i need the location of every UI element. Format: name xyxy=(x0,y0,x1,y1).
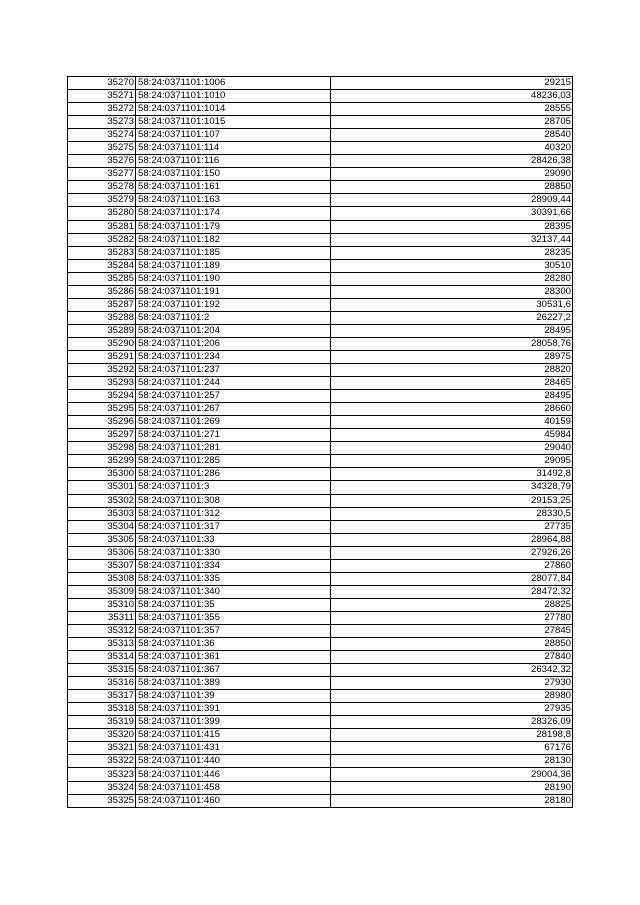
value-cell: 29095 xyxy=(331,455,573,468)
table-row xyxy=(68,233,573,246)
table-row xyxy=(68,638,573,651)
cadastral-number-cell: 58:24:0371101:35 xyxy=(136,598,331,611)
value-cell: 28850 xyxy=(331,181,573,194)
row-number-cell: 35274 xyxy=(68,129,136,142)
table-row xyxy=(68,142,573,155)
table-row xyxy=(68,103,573,116)
value-cell: 28555 xyxy=(331,103,573,116)
value-cell: 27930 xyxy=(331,677,573,690)
row-number-cell: 35316 xyxy=(68,677,136,690)
table-row xyxy=(68,390,573,403)
cadastral-number-cell: 58:24:0371101:114 xyxy=(136,142,331,155)
row-number-cell: 35303 xyxy=(68,507,136,520)
value-cell: 28330,5 xyxy=(331,507,573,520)
value-cell: 28472,32 xyxy=(331,585,573,598)
row-number-cell: 35312 xyxy=(68,624,136,637)
value-cell: 48236,03 xyxy=(331,90,573,103)
value-cell: 28495 xyxy=(331,324,573,337)
row-number-cell: 35305 xyxy=(68,533,136,546)
table-row xyxy=(68,572,573,585)
row-number-cell: 35325 xyxy=(68,794,136,807)
row-number-cell: 35276 xyxy=(68,155,136,168)
table-row xyxy=(68,755,573,768)
table-row xyxy=(68,364,573,377)
table-row xyxy=(68,429,573,442)
value-cell: 45984 xyxy=(331,429,573,442)
value-cell: 28130 xyxy=(331,755,573,768)
cadastral-number-cell: 58:24:0371101:174 xyxy=(136,207,331,220)
value-cell: 27840 xyxy=(331,651,573,664)
table-row xyxy=(68,520,573,533)
row-number-cell: 35281 xyxy=(68,220,136,233)
row-number-cell: 35285 xyxy=(68,272,136,285)
row-number-cell: 35311 xyxy=(68,611,136,624)
row-number-cell: 35319 xyxy=(68,716,136,729)
cadastral-number-cell: 58:24:0371101:357 xyxy=(136,624,331,637)
cadastral-number-cell: 58:24:0371101:440 xyxy=(136,755,331,768)
cadastral-number-cell: 58:24:0371101:163 xyxy=(136,194,331,207)
row-number-cell: 35284 xyxy=(68,259,136,272)
value-cell: 28077,84 xyxy=(331,572,573,585)
value-cell: 27926,26 xyxy=(331,546,573,559)
value-cell: 27860 xyxy=(331,559,573,572)
cadastral-number-cell: 58:24:0371101:267 xyxy=(136,403,331,416)
table-row xyxy=(68,259,573,272)
row-number-cell: 35295 xyxy=(68,403,136,416)
value-cell: 28190 xyxy=(331,781,573,794)
cadastral-number-cell: 58:24:0371101:399 xyxy=(136,716,331,729)
cadastral-number-cell: 58:24:0371101:190 xyxy=(136,272,331,285)
cadastral-number-cell: 58:24:0371101:460 xyxy=(136,794,331,807)
cadastral-number-cell: 58:24:0371101:107 xyxy=(136,129,331,142)
table-row xyxy=(68,481,573,494)
table-row xyxy=(68,716,573,729)
value-cell: 29153,25 xyxy=(331,494,573,507)
cadastral-number-cell: 58:24:0371101:1014 xyxy=(136,103,331,116)
value-cell: 28058,76 xyxy=(331,337,573,350)
table-row xyxy=(68,246,573,259)
cadastral-number-cell: 58:24:0371101:237 xyxy=(136,364,331,377)
value-cell: 27735 xyxy=(331,520,573,533)
row-number-cell: 35309 xyxy=(68,585,136,598)
row-number-cell: 35272 xyxy=(68,103,136,116)
table-row xyxy=(68,651,573,664)
cadastral-number-cell: 58:24:0371101:271 xyxy=(136,429,331,442)
row-number-cell: 35323 xyxy=(68,768,136,781)
row-number-cell: 35291 xyxy=(68,350,136,363)
row-number-cell: 35279 xyxy=(68,194,136,207)
value-cell: 28198,8 xyxy=(331,729,573,742)
cadastral-number-cell: 58:24:0371101:312 xyxy=(136,507,331,520)
value-cell: 28705 xyxy=(331,116,573,129)
table-row xyxy=(68,585,573,598)
value-cell: 34328,79 xyxy=(331,481,573,494)
cadastral-number-cell: 58:24:0371101:281 xyxy=(136,442,331,455)
cadastral-number-cell: 58:24:0371101:446 xyxy=(136,768,331,781)
value-cell: 30531,6 xyxy=(331,298,573,311)
value-cell: 67176 xyxy=(331,742,573,755)
value-cell: 28180 xyxy=(331,794,573,807)
value-cell: 28820 xyxy=(331,364,573,377)
row-number-cell: 35271 xyxy=(68,90,136,103)
value-cell: 32137,44 xyxy=(331,233,573,246)
cadastral-number-cell: 58:24:0371101:150 xyxy=(136,168,331,181)
row-number-cell: 35280 xyxy=(68,207,136,220)
row-number-cell: 35288 xyxy=(68,311,136,324)
cadastral-number-cell: 58:24:0371101:355 xyxy=(136,611,331,624)
table-row xyxy=(68,181,573,194)
cadastral-number-cell: 58:24:0371101:3 xyxy=(136,481,331,494)
value-cell: 28426,38 xyxy=(331,155,573,168)
cadastral-number-cell: 58:24:0371101:415 xyxy=(136,729,331,742)
value-cell: 27780 xyxy=(331,611,573,624)
table-row xyxy=(68,129,573,142)
cadastral-number-cell: 58:24:0371101:389 xyxy=(136,677,331,690)
row-number-cell: 35324 xyxy=(68,781,136,794)
table-row xyxy=(68,781,573,794)
cadastral-number-cell: 58:24:0371101:286 xyxy=(136,468,331,481)
cadastral-number-cell: 58:24:0371101:39 xyxy=(136,690,331,703)
row-number-cell: 35294 xyxy=(68,390,136,403)
value-cell: 28660 xyxy=(331,403,573,416)
row-number-cell: 35289 xyxy=(68,324,136,337)
table-row xyxy=(68,611,573,624)
table-row xyxy=(68,403,573,416)
row-number-cell: 35275 xyxy=(68,142,136,155)
cadastral-number-cell: 58:24:0371101:269 xyxy=(136,416,331,429)
row-number-cell: 35287 xyxy=(68,298,136,311)
row-number-cell: 35300 xyxy=(68,468,136,481)
row-number-cell: 35277 xyxy=(68,168,136,181)
table-row xyxy=(68,690,573,703)
cadastral-number-cell: 58:24:0371101:189 xyxy=(136,259,331,272)
value-cell: 29040 xyxy=(331,442,573,455)
row-number-cell: 35302 xyxy=(68,494,136,507)
row-number-cell: 35273 xyxy=(68,116,136,129)
table-row xyxy=(68,207,573,220)
table-row xyxy=(68,220,573,233)
value-cell: 28975 xyxy=(331,350,573,363)
cadastral-number-cell: 58:24:0371101:234 xyxy=(136,350,331,363)
row-number-cell: 35296 xyxy=(68,416,136,429)
value-cell: 28326,09 xyxy=(331,716,573,729)
row-number-cell: 35304 xyxy=(68,520,136,533)
table-row xyxy=(68,468,573,481)
table-row xyxy=(68,546,573,559)
cadastral-number-cell: 58:24:0371101:257 xyxy=(136,390,331,403)
cadastral-number-cell: 58:24:0371101:161 xyxy=(136,181,331,194)
table-row xyxy=(68,664,573,677)
table-row xyxy=(68,350,573,363)
cadastral-number-cell: 58:24:0371101:285 xyxy=(136,455,331,468)
cadastral-number-cell: 58:24:0371101:1010 xyxy=(136,90,331,103)
row-number-cell: 35298 xyxy=(68,442,136,455)
value-cell: 28235 xyxy=(331,246,573,259)
table-row xyxy=(68,155,573,168)
value-cell: 31492,8 xyxy=(331,468,573,481)
value-cell: 28825 xyxy=(331,598,573,611)
value-cell: 26227,2 xyxy=(331,311,573,324)
value-cell: 28465 xyxy=(331,377,573,390)
value-cell: 30391,66 xyxy=(331,207,573,220)
table-row xyxy=(68,703,573,716)
value-cell: 26342,32 xyxy=(331,664,573,677)
table-row xyxy=(68,794,573,807)
table-row xyxy=(68,298,573,311)
table-row xyxy=(68,507,573,520)
table-row xyxy=(68,194,573,207)
value-cell: 28964,88 xyxy=(331,533,573,546)
cadastral-number-cell: 58:24:0371101:182 xyxy=(136,233,331,246)
cadastral-number-cell: 58:24:0371101:192 xyxy=(136,298,331,311)
value-cell: 27935 xyxy=(331,703,573,716)
cadastral-number-cell: 58:24:0371101:361 xyxy=(136,651,331,664)
cadastral-number-cell: 58:24:0371101:2 xyxy=(136,311,331,324)
cadastral-number-cell: 58:24:0371101:391 xyxy=(136,703,331,716)
table-row xyxy=(68,598,573,611)
value-cell: 29215 xyxy=(331,77,573,90)
cadastral-number-cell: 58:24:0371101:185 xyxy=(136,246,331,259)
row-number-cell: 35282 xyxy=(68,233,136,246)
table-row xyxy=(68,377,573,390)
value-cell: 27845 xyxy=(331,624,573,637)
cadastral-number-cell: 58:24:0371101:206 xyxy=(136,337,331,350)
row-number-cell: 35321 xyxy=(68,742,136,755)
row-number-cell: 35317 xyxy=(68,690,136,703)
cadastral-number-cell: 58:24:0371101:179 xyxy=(136,220,331,233)
value-cell: 28909,44 xyxy=(331,194,573,207)
value-cell: 40320 xyxy=(331,142,573,155)
cadastral-number-cell: 58:24:0371101:330 xyxy=(136,546,331,559)
row-number-cell: 35313 xyxy=(68,638,136,651)
value-cell: 28495 xyxy=(331,390,573,403)
table-row xyxy=(68,116,573,129)
row-number-cell: 35315 xyxy=(68,664,136,677)
cadastral-number-cell: 58:24:0371101:1015 xyxy=(136,116,331,129)
cadastral-number-cell: 58:24:0371101:191 xyxy=(136,285,331,298)
row-number-cell: 35322 xyxy=(68,755,136,768)
row-number-cell: 35308 xyxy=(68,572,136,585)
value-cell: 28280 xyxy=(331,272,573,285)
value-cell: 29090 xyxy=(331,168,573,181)
row-number-cell: 35290 xyxy=(68,337,136,350)
value-cell: 28300 xyxy=(331,285,573,298)
row-number-cell: 35283 xyxy=(68,246,136,259)
table-row xyxy=(68,768,573,781)
table-row xyxy=(68,285,573,298)
cadastral-number-cell: 58:24:0371101:367 xyxy=(136,664,331,677)
table-row xyxy=(68,455,573,468)
cadastral-number-cell: 58:24:0371101:116 xyxy=(136,155,331,168)
cadastral-number-cell: 58:24:0371101:334 xyxy=(136,559,331,572)
table-row xyxy=(68,168,573,181)
value-cell: 29004,36 xyxy=(331,768,573,781)
table-row xyxy=(68,311,573,324)
row-number-cell: 35286 xyxy=(68,285,136,298)
data-table xyxy=(67,76,573,808)
row-number-cell: 35297 xyxy=(68,429,136,442)
value-cell: 28540 xyxy=(331,129,573,142)
cadastral-number-cell: 58:24:0371101:317 xyxy=(136,520,331,533)
row-number-cell: 35318 xyxy=(68,703,136,716)
cadastral-number-cell: 58:24:0371101:308 xyxy=(136,494,331,507)
value-cell: 28850 xyxy=(331,638,573,651)
table-row xyxy=(68,533,573,546)
table-row xyxy=(68,742,573,755)
cadastral-number-cell: 58:24:0371101:458 xyxy=(136,781,331,794)
table-row xyxy=(68,494,573,507)
cadastral-number-cell: 58:24:0371101:33 xyxy=(136,533,331,546)
cadastral-number-cell: 58:24:0371101:431 xyxy=(136,742,331,755)
row-number-cell: 35293 xyxy=(68,377,136,390)
row-number-cell: 35301 xyxy=(68,481,136,494)
cadastral-number-cell: 58:24:0371101:335 xyxy=(136,572,331,585)
cadastral-number-cell: 58:24:0371101:1006 xyxy=(136,77,331,90)
row-number-cell: 35292 xyxy=(68,364,136,377)
table-row xyxy=(68,677,573,690)
row-number-cell: 35310 xyxy=(68,598,136,611)
row-number-cell: 35320 xyxy=(68,729,136,742)
row-number-cell: 35314 xyxy=(68,651,136,664)
value-cell: 40159 xyxy=(331,416,573,429)
table-row xyxy=(68,559,573,572)
table-row xyxy=(68,324,573,337)
row-number-cell: 35278 xyxy=(68,181,136,194)
value-cell: 28395 xyxy=(331,220,573,233)
cadastral-number-cell: 58:24:0371101:340 xyxy=(136,585,331,598)
table-row xyxy=(68,729,573,742)
table-row xyxy=(68,77,573,90)
table-row xyxy=(68,337,573,350)
row-number-cell: 35270 xyxy=(68,77,136,90)
cadastral-number-cell: 58:24:0371101:244 xyxy=(136,377,331,390)
table-row xyxy=(68,416,573,429)
value-cell: 28980 xyxy=(331,690,573,703)
row-number-cell: 35299 xyxy=(68,455,136,468)
value-cell: 30510 xyxy=(331,259,573,272)
table-row xyxy=(68,90,573,103)
row-number-cell: 35306 xyxy=(68,546,136,559)
cadastral-number-cell: 58:24:0371101:36 xyxy=(136,638,331,651)
table-row xyxy=(68,624,573,637)
table-row xyxy=(68,272,573,285)
cadastral-number-cell: 58:24:0371101:204 xyxy=(136,324,331,337)
table-row xyxy=(68,442,573,455)
table-body xyxy=(68,77,573,808)
row-number-cell: 35307 xyxy=(68,559,136,572)
